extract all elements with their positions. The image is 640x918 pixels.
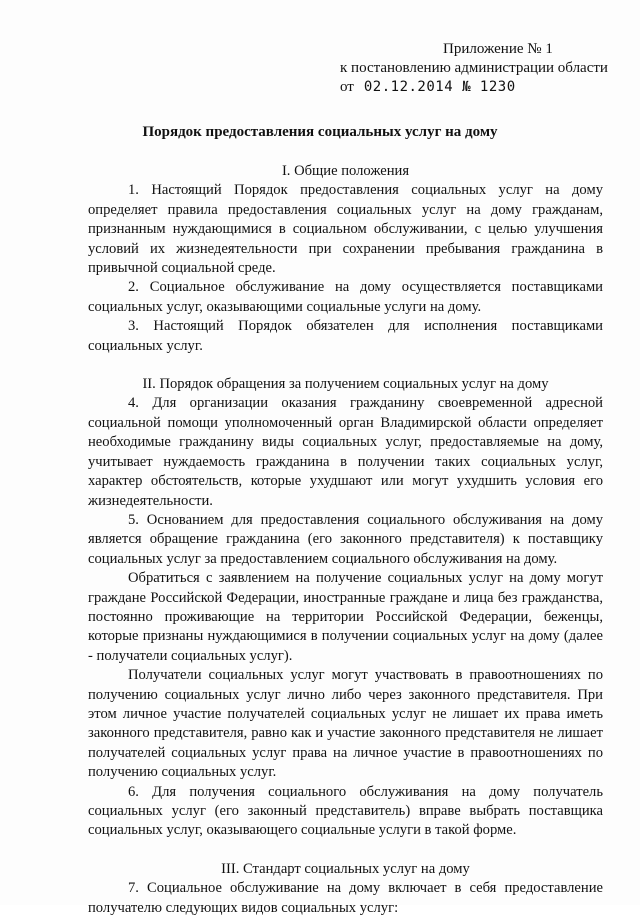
paragraph: 2. Социальное обслуживание на дому осуществляется поставщиками социальных услуг, оказывающими социальные услуги на дому. [88, 279, 603, 315]
paragraph: 1. Настоящий Порядок предоставления социальных услуг на дому определяет правила предоставления социальных услуг на дому гражданам, признанным нуждающимися в социальном обслуживании, с целью улучшения условий их жизнедеятельности при сохранении пребывания гражданина в привычной социальной среде. [88, 182, 603, 277]
section-spacer [88, 356, 603, 375]
section-spacer [88, 841, 603, 860]
date-number-stamp: 02.12.2014 № 1230 [363, 79, 516, 95]
paragraph: Обратиться с заявлением на получение социальных услуг на дому могут граждане Российской Федерации, иностранные граждане и лица без гражданства, постоянно проживающие на территории Российской Федерации, беженцы, которые признаны нуждающимися в получении социальных услуг на дому (далее - получатели социальных услуг). [88, 570, 603, 664]
appendix-header [340, 40, 610, 97]
section-heading-general: I. Общие положения [281, 163, 410, 179]
paragraph: 6. Для получения социального обслуживания на дому получатель социальных услуг (его законный представитель) вправе выбрать поставщика социальных услуг, оказывающего социальные услуги в такой форме. [88, 783, 603, 839]
document-title: Порядок предоставления социальных услуг на дому [142, 124, 498, 140]
from-label: от [340, 79, 354, 95]
paragraph: 4. Для организации оказания гражданину своевременной адресной социальной помощи уполномоченный орган Владимирской области определяет необходимые гражданину виды социальных услуг, предоставляемые на дому, учитывает нуждаемость гражданина в получении таких социальных услуг, характер обстоятельств, которые ухудшают или могут ухудшить условия его жизнедеятельности. [88, 395, 603, 509]
appendix-label: Приложение № 1 [443, 41, 553, 57]
section-heading-application: II. Порядок обращения за получением социальных услуг на дому [142, 376, 549, 393]
paragraph: 3. Настоящий Порядок обязателен для исполнения поставщиками социальных услуг. [88, 318, 603, 354]
resolution-date-line [340, 78, 610, 97]
resolution-reference: к постановлению администрации области [340, 60, 608, 76]
document-body [88, 162, 603, 918]
paragraph: 7. Социальное обслуживание на дому включает в себя предоставление получателю следующих видов социальных услуг: [88, 880, 603, 916]
section-heading-standard: III. Стандарт социальных услуг на дому [221, 860, 470, 877]
paragraph: 5. Основанием для предоставления социального обслуживания на дому является обращение гражданина (его законного представителя) к поставщику социальных услуг за предоставлением социального обслуживания на дому. [88, 511, 603, 567]
paragraph: Получатели социальных услуг могут участвовать в правоотношениях по получению социальных услуг лично либо через законного представителя. При этом личное участие получателей социальных услуг не лишает их права иметь законного представителя, равно как и участие законного представителя не лишает получателей социальных услуг права на личное участие в правоотношениях по получению социальных услуг. [88, 667, 603, 781]
